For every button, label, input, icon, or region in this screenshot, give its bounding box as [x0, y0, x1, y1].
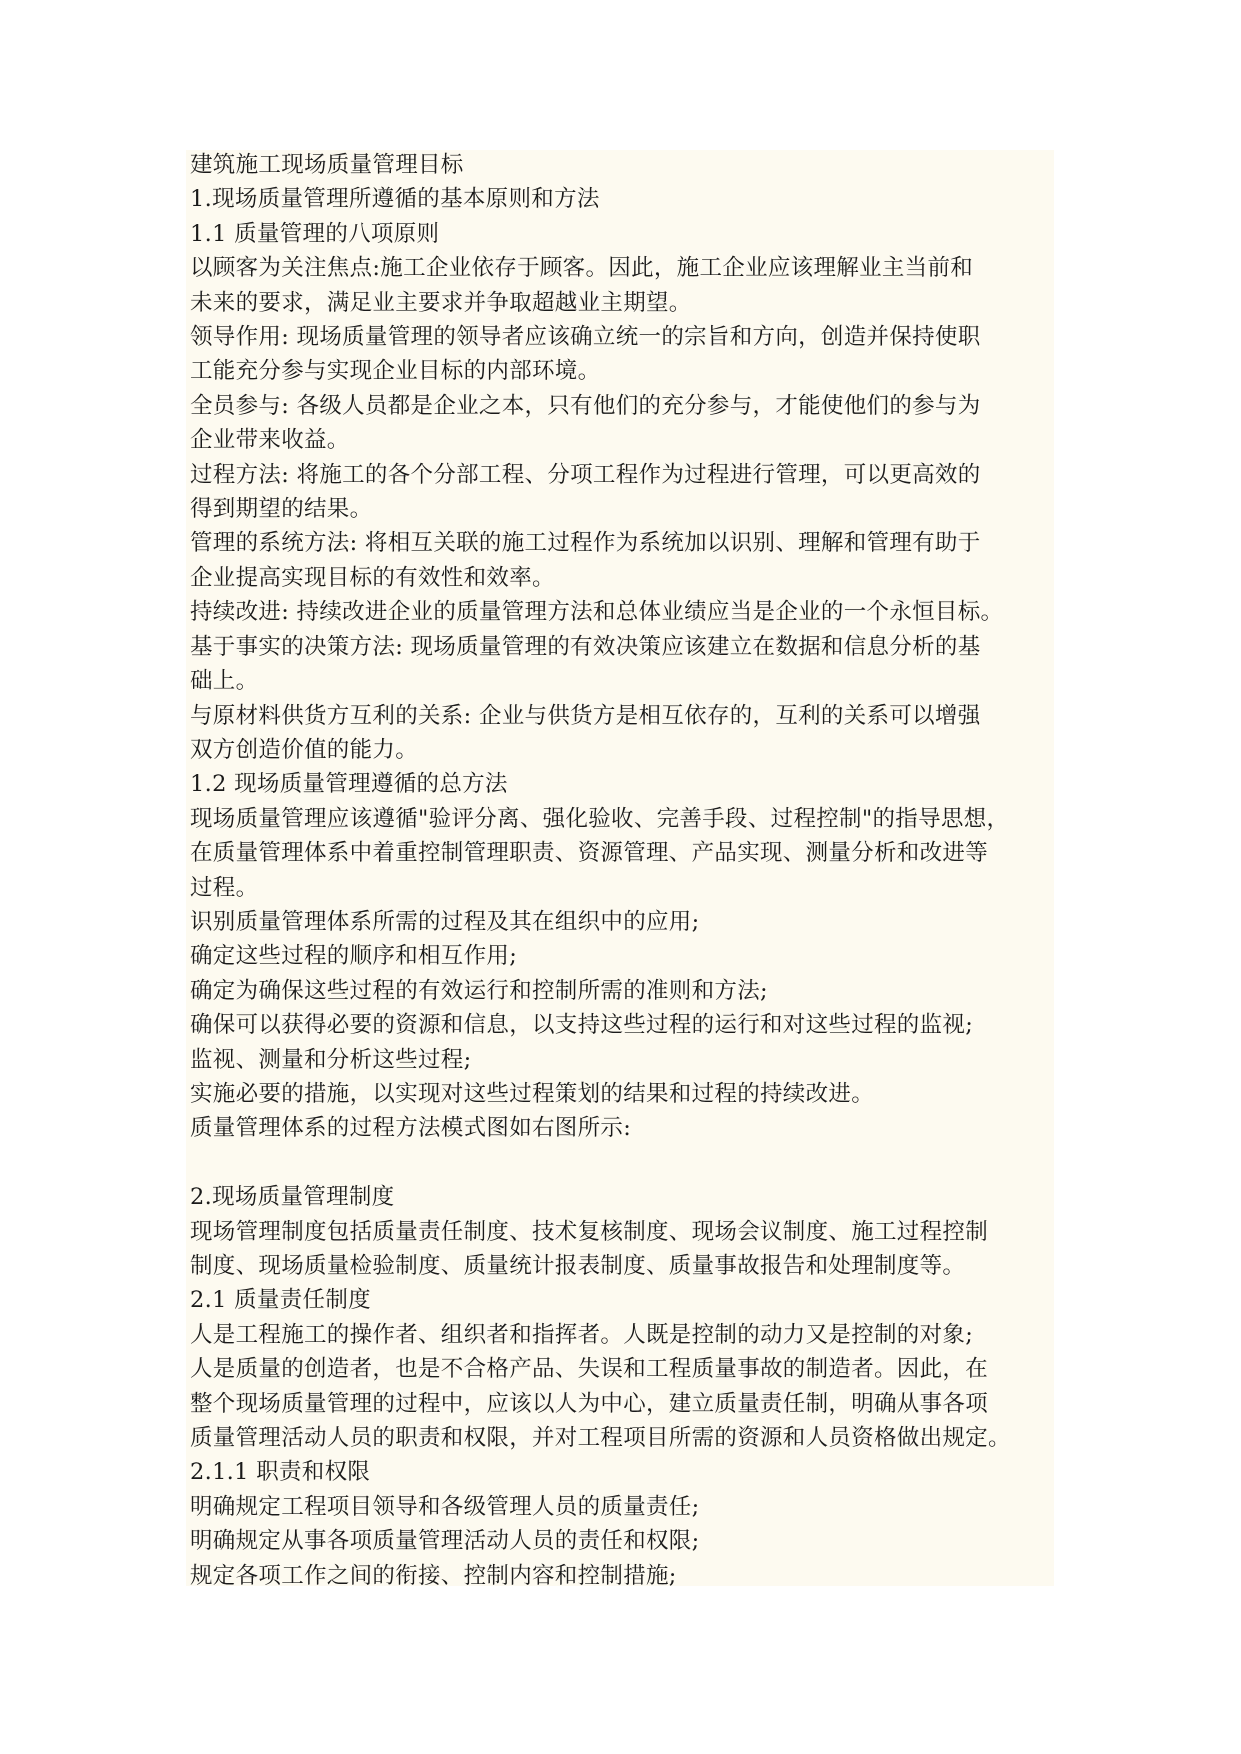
text-line: 2.1.1 职责和权限 [190, 1459, 371, 1486]
text-line: 人是工程施工的操作者、组织者和指挥者。人既是控制的动力又是控制的对象; [190, 1321, 974, 1348]
text-line: 工能充分参与实现企业目标的内部环境。 [190, 358, 601, 385]
text-line: 明确规定从事各项质量管理活动人员的责任和权限; [190, 1528, 700, 1555]
text-line: 明确规定工程项目领导和各级管理人员的质量责任; [190, 1493, 700, 1520]
text-line: 规定各项工作之间的衔接、控制内容和控制措施; [190, 1562, 677, 1589]
text-line: 在质量管理体系中着重控制管理职责、资源管理、产品实现、测量分析和改进等 [190, 840, 989, 867]
text-line: 质量管理活动人员的职责和权限，并对工程项目所需的资源和人员资格做出规定。 [190, 1425, 1011, 1452]
text-line: 全员参与: 各级人员都是企业之本，只有他们的充分参与，才能使他们的参与为 [190, 392, 981, 419]
blank-line [190, 1146, 1070, 1180]
text-line: 质量管理体系的过程方法模式图如右图所示: [190, 1115, 632, 1142]
text-line: 现场质量管理应该遵循"验评分离、强化验收、完善手段、过程控制"的指导思想， [190, 805, 1010, 832]
document-body [190, 148, 1070, 1593]
text-line: 整个现场质量管理的过程中，应该以人为中心，建立质量责任制，明确从事各项 [190, 1390, 989, 1417]
text-line: 2.现场质量管理制度 [190, 1184, 395, 1211]
text-line: 得到期望的结果。 [190, 496, 373, 523]
text-line: 确定这些过程的顺序和相互作用; [190, 943, 518, 970]
text-line: 础上。 [190, 668, 259, 695]
text-line: 基于事实的决策方法: 现场质量管理的有效决策应该建立在数据和信息分析的基 [190, 633, 981, 660]
text-line: 领导作用: 现场质量管理的领导者应该确立统一的宗旨和方向，创造并保持使职 [190, 324, 981, 351]
text-line: 制度、现场质量检验制度、质量统计报表制度、质量事故报告和处理制度等。 [190, 1252, 966, 1279]
document-lines [190, 182, 1070, 1593]
text-line: 企业提高实现目标的有效性和效率。 [190, 564, 555, 591]
text-line: 确保可以获得必要的资源和信息，以支持这些过程的运行和对这些过程的监视; [190, 1012, 974, 1039]
text-line: 未来的要求，满足业主要求并争取超越业主期望。 [190, 289, 692, 316]
text-line: 以顾客为关注焦点:施工企业依存于顾客。因此，施工企业应该理解业主当前和 [190, 255, 974, 282]
text-line: 过程。 [190, 874, 259, 901]
text-line: 与原材料供货方互利的关系: 企业与供货方是相互依存的，互利的关系可以增强 [190, 702, 981, 729]
text-line: 管理的系统方法: 将相互关联的施工过程作为系统加以识别、理解和管理有助于 [190, 530, 981, 557]
text-line: 实施必要的措施，以实现对这些过程策划的结果和过程的持续改进。 [190, 1080, 875, 1107]
text-line: 2.1 质量责任制度 [190, 1287, 371, 1314]
text-line: 1.现场质量管理所遵循的基本原则和方法 [190, 186, 600, 213]
text-line: 人是质量的创造者，也是不合格产品、失误和工程质量事故的制造者。因此，在 [190, 1356, 989, 1383]
text-line: 1.1 质量管理的八项原则 [190, 220, 440, 247]
text-line: 监视、测量和分析这些过程; [190, 1046, 472, 1073]
text-line: 识别质量管理体系所需的过程及其在组织中的应用; [190, 908, 700, 935]
document-title: 建筑施工现场质量管理目标 [190, 152, 464, 178]
text-line: 持续改进: 持续改进企业的质量管理方法和总体业绩应当是企业的一个永恒目标。 [190, 599, 1004, 626]
text-line: 过程方法: 将施工的各个分部工程、分项工程作为过程进行管理，可以更高效的 [190, 461, 981, 488]
text-line: 1.2 现场质量管理遵循的总方法 [190, 771, 508, 798]
text-line: 现场管理制度包括质量责任制度、技术复核制度、现场会议制度、施工过程控制 [190, 1218, 989, 1245]
text-line: 双方创造价值的能力。 [190, 736, 419, 763]
text-line: 确定为确保这些过程的有效运行和控制所需的准则和方法; [190, 977, 768, 1004]
text-line: 企业带来收益。 [190, 427, 350, 454]
